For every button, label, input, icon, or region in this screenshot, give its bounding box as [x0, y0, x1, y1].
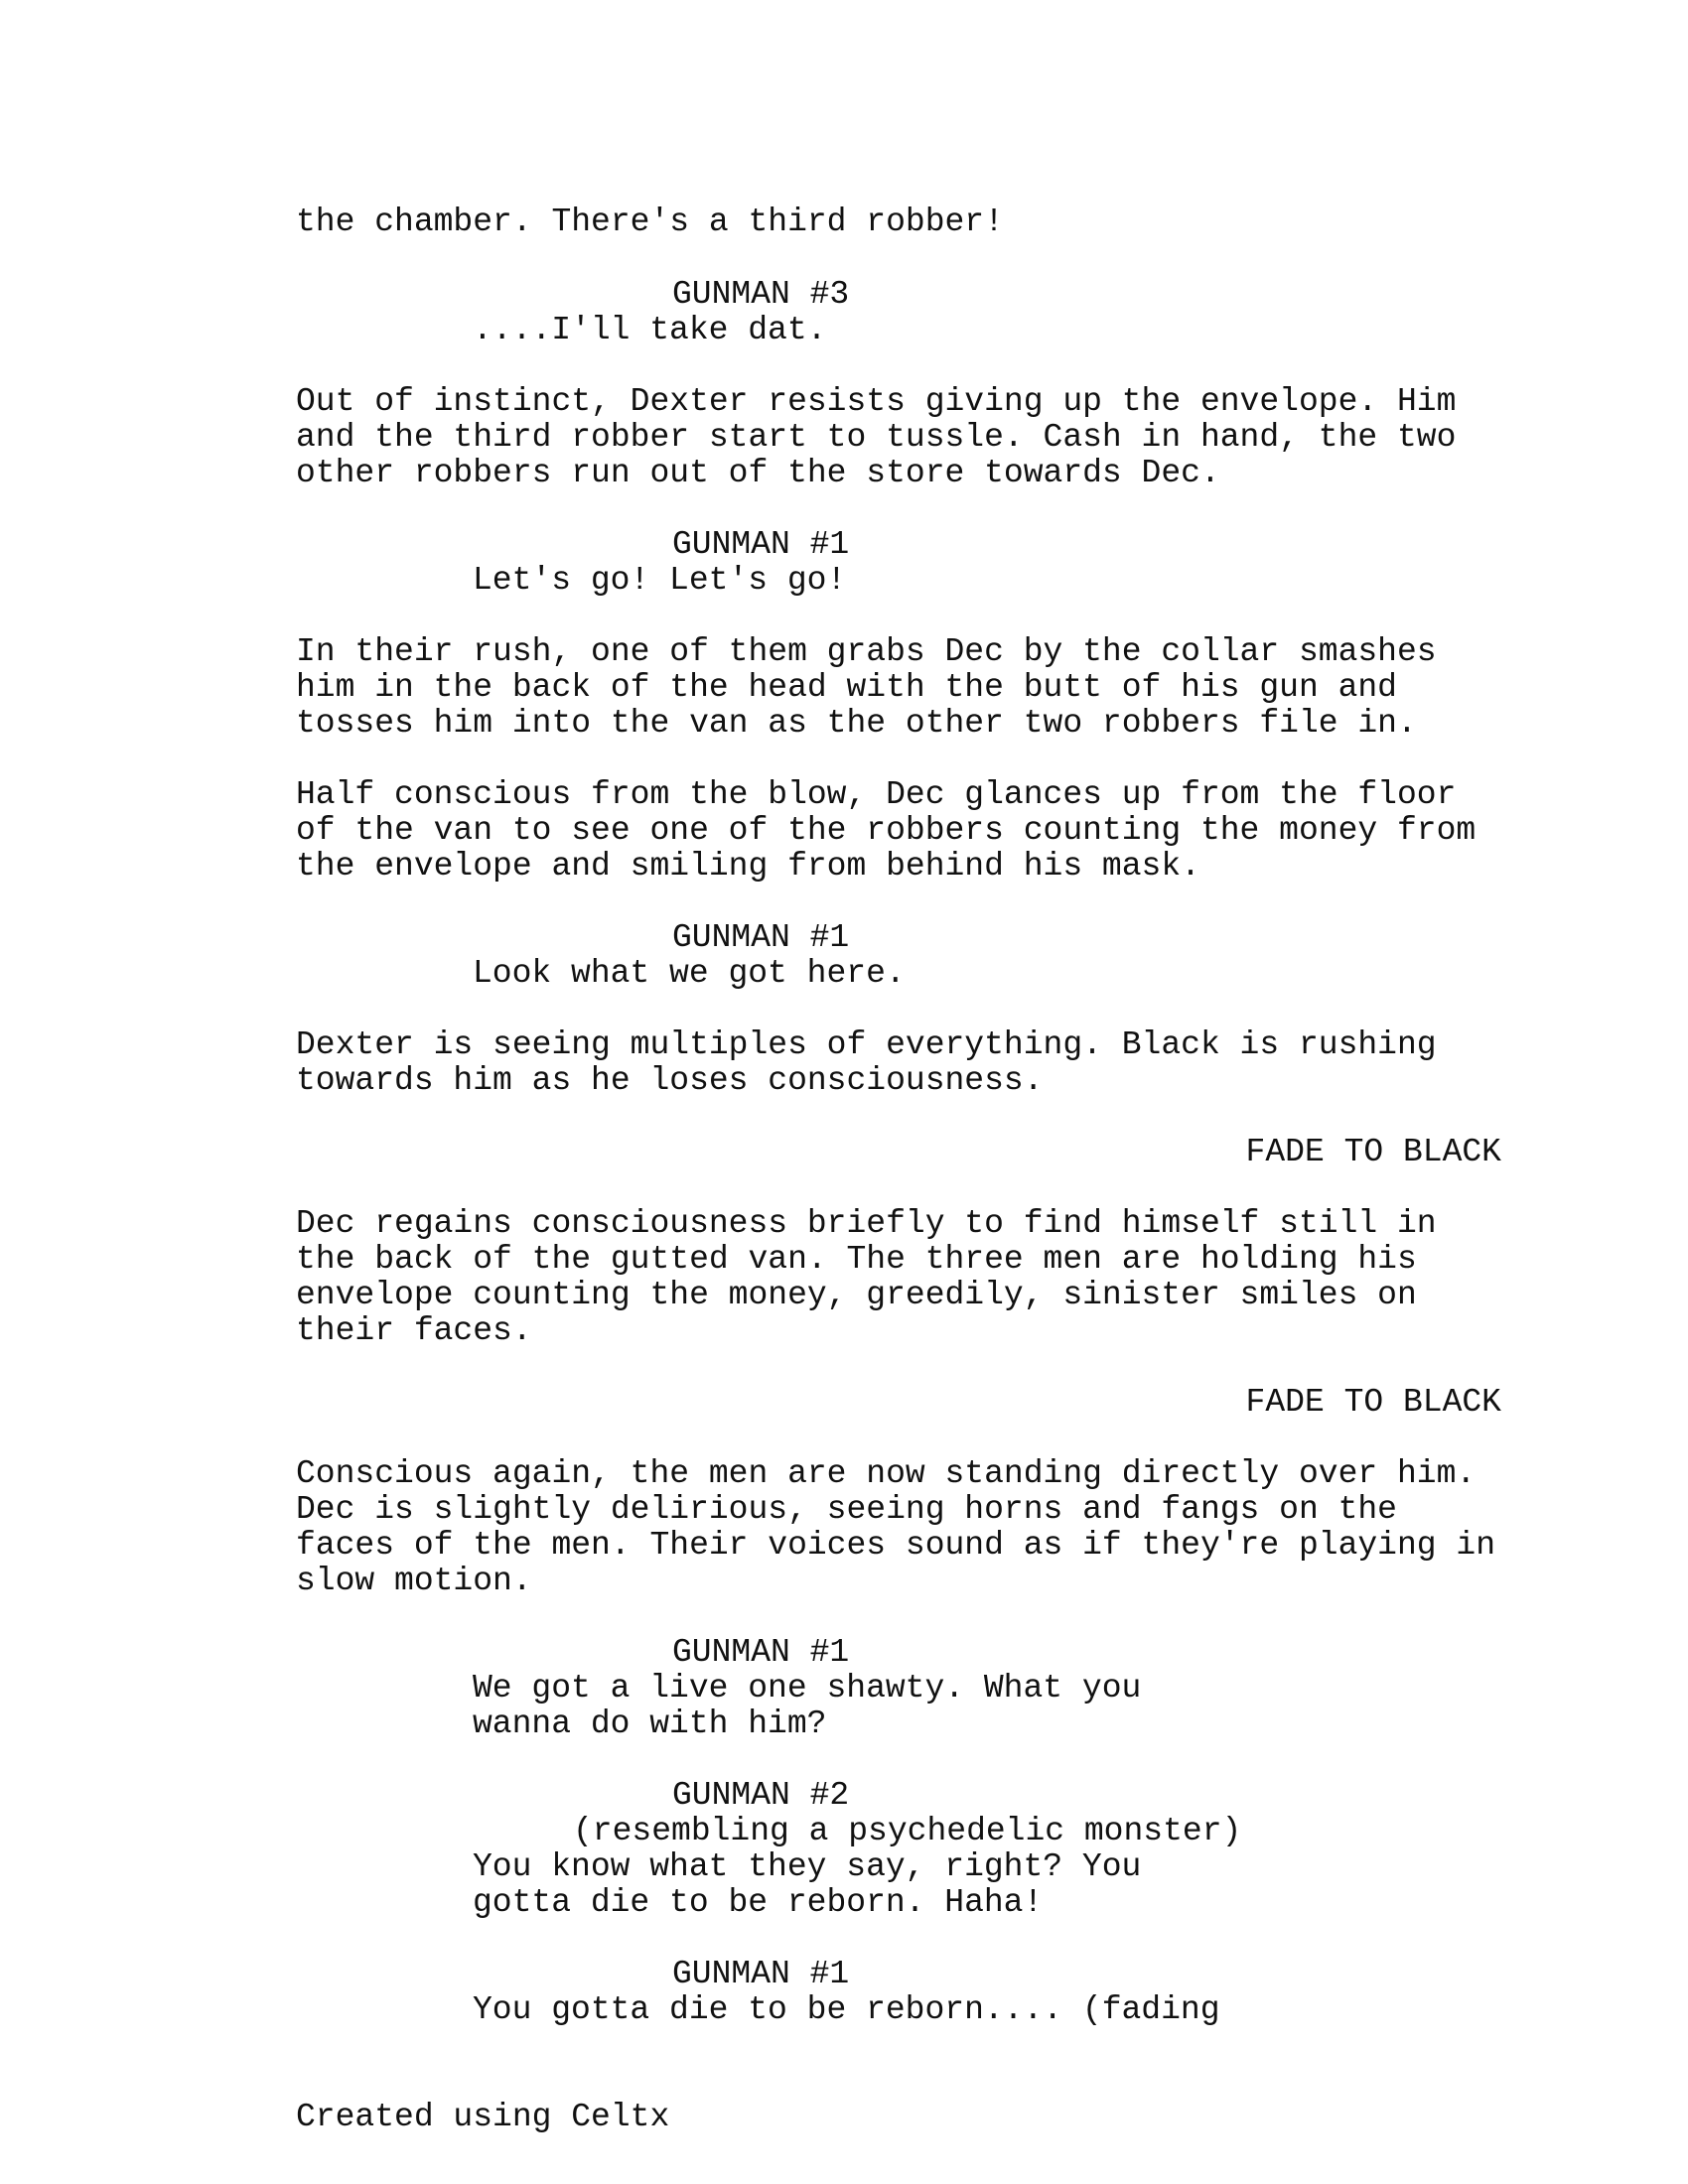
dialogue-line: You know what they say, right? You	[473, 1848, 1142, 1885]
action-line: In their rush, one of them grabs Dec by the collar smashes	[296, 633, 1437, 670]
action-line: the chamber. There's a third robber!	[296, 204, 1004, 240]
action-line: of the van to see one of the robbers counting the money from	[296, 812, 1477, 849]
action-line: other robbers run out of the store towards Dec.	[296, 455, 1220, 491]
action-line: envelope counting the money, greedily, sinister smiles on	[296, 1277, 1417, 1313]
dialogue-line: You gotta die to be reborn.... (fading	[473, 1991, 1220, 2028]
action-line: towards him as he loses consciousness.	[296, 1062, 1044, 1099]
character-name: GUNMAN #1	[672, 526, 850, 563]
action-line: him in the back of the head with the butt of his gun and	[296, 669, 1397, 706]
dialogue-line: We got a live one shawty. What you	[473, 1670, 1142, 1706]
action-line: Dexter is seeing multiples of everything. Black is rushing	[296, 1026, 1437, 1063]
character-name: GUNMAN #3	[672, 276, 850, 313]
action-line: Dec is slightly delirious, seeing horns and fangs on the	[296, 1491, 1397, 1528]
action-line: and the third robber start to tussle. Cash in hand, the two	[296, 419, 1457, 456]
character-name: GUNMAN #1	[672, 919, 850, 956]
dialogue-line: Let's go! Let's go!	[473, 562, 847, 599]
dialogue-line: gotta die to be reborn. Haha!	[473, 1884, 1044, 1921]
page-footer: Created using Celtx	[296, 2099, 670, 2135]
parenthetical: (resembling a psychedelic monster)	[573, 1813, 1242, 1849]
character-name: GUNMAN #1	[672, 1956, 850, 1992]
character-name: GUNMAN #2	[672, 1777, 850, 1814]
action-line: faces of the men. Their voices sound as if they're playing in	[296, 1527, 1495, 1564]
action-line: Out of instinct, Dexter resists giving up the envelope. Him	[296, 383, 1457, 420]
dialogue-line: wanna do with him?	[473, 1706, 827, 1742]
action-line: their faces.	[296, 1312, 532, 1349]
transition: FADE TO BLACK	[1245, 1384, 1501, 1421]
action-line: slow motion.	[296, 1563, 532, 1599]
action-line: Half conscious from the blow, Dec glances up from the floor	[296, 776, 1457, 813]
action-line: the back of the gutted van. The three men are holding his	[296, 1241, 1417, 1278]
action-line: tosses him into the van as the other two robbers file in.	[296, 705, 1417, 742]
transition: FADE TO BLACK	[1245, 1134, 1501, 1170]
action-line: Conscious again, the men are now standing directly over him.	[296, 1455, 1477, 1492]
dialogue-line: ....I'll take dat.	[473, 312, 827, 348]
action-line: the envelope and smiling from behind his mask.	[296, 848, 1200, 885]
character-name: GUNMAN #1	[672, 1634, 850, 1671]
dialogue-line: Look what we got here.	[473, 955, 906, 992]
action-line: Dec regains consciousness briefly to find himself still in	[296, 1205, 1437, 1242]
